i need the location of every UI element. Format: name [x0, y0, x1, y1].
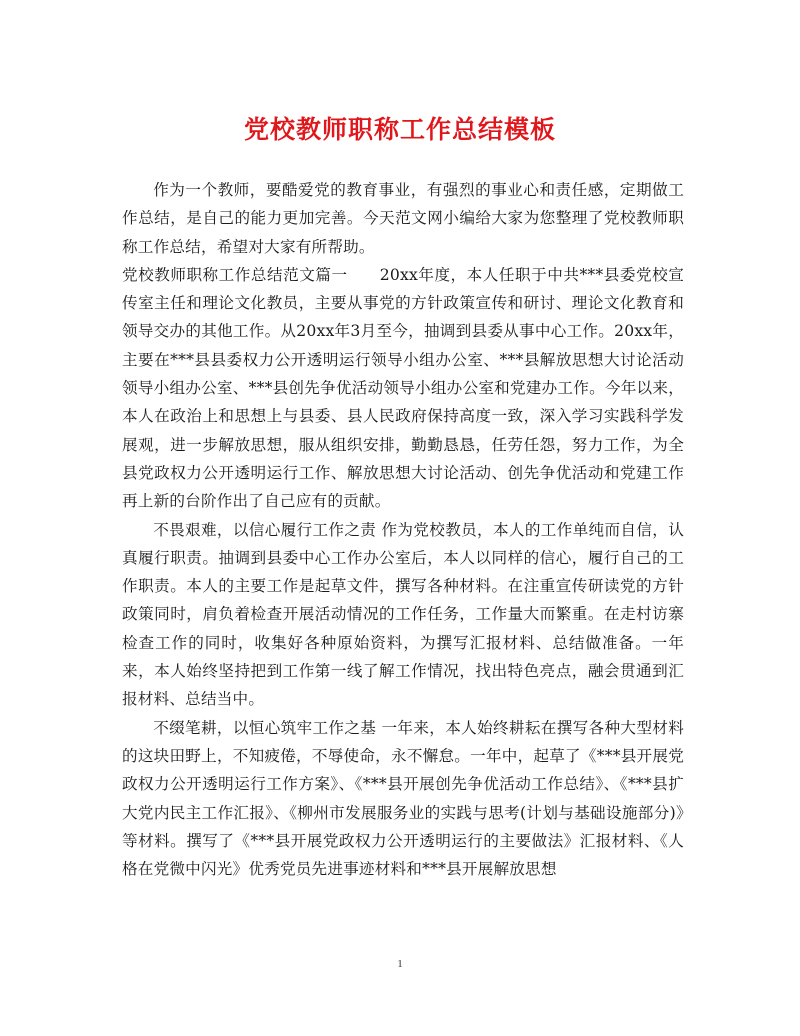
paragraph-section-one: 党校教师职称工作总结范文篇一 20xx年度，本人任职于中共***县委党校宣传室主任和理论文化教员，主要从事党的方针政策宣传和研讨、理论文化教育和领导交办的其他工作。从20xx年3月至今，抽调到县委从事中心工作。20xx年，主要在***县县委权力公开透明运行领导小组办公室、***县解放思想大讨论活动领导小组办公室、***县创先争优活动领导小组办公室和党建办工作。今年以来，本人在政治上和思想上与县委、县人民政府保持高度一致，深入学习实践科学发展观，进一步解放思想，服从组织安排，勤勤恳恳，任劳任怨，努力工作，为全县党政权力公开透明运行工作、解放思想大讨论活动、创先争优活动和党建工作再上新的台阶作出了自己应有的贡献。 — [122, 265, 684, 511]
document-body — [122, 176, 684, 883]
paragraph-writing: 不缀笔耕，以恒心筑牢工作之基 一年来，本人始终耕耘在撰写各种大型材料的这块田野上，不知疲倦，不辱使命，永不懈怠。一年中，起草了《***县开展党政权力公开透明运行工作方案》、《***县开展创先争优活动工作总结》、《***县扩大党内民主工作汇报》、《柳州市发展服务业的实践与思考(计划与基础设施部分)》等材料。撰写了《***县开展党政权力公开透明运行的主要做法》汇报材料、《人格在党微中闪光》优秀党员先进事迹材料和***县开展解放思想 — [122, 718, 684, 879]
page-number: 1 — [397, 958, 403, 970]
paragraph-responsibility: 不畏艰难，以信心履行工作之责 作为党校教员，本人的工作单纯而自信，认真履行职责。抽调到县委中心工作办公室后，本人以同样的信心，履行自己的工作职责。本人的主要工作是起草文件，撰写各种材料。在注重宣传研读党的方针政策同时，肩负着检查开展活动情况的工作任务，工作量大而繁重。在走村访寨检查工作的同时，收集好各种原始资料，为撰写汇报材料、总结做准备。一年来，本人始终坚持把到工作第一线了解工作情况，找出特色亮点，融会贯通到汇报材料、总结当中。 — [122, 520, 684, 709]
document-title: 党校教师职称工作总结模板 — [243, 115, 556, 144]
paragraph-intro: 作为一个教师，要酷爱党的教育事业，有强烈的事业心和责任感，定期做工作总结，是自己的能力更加完善。今天范文网小编给大家为您整理了党校教师职称工作总结，希望对大家有所帮助。 — [122, 181, 684, 256]
